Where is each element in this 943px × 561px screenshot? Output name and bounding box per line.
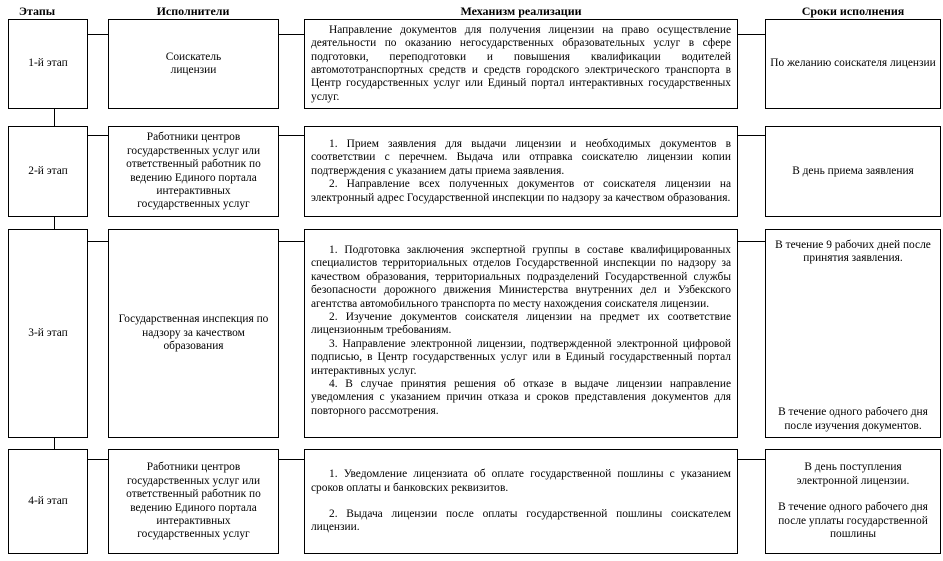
mechanism-item: 4. В случае принятия решения об отказе в выдаче лицензии направление уведомления с указанием причин отказа и сроков представления документов для повторного рассмотрения.: [311, 378, 731, 417]
mechanism-item: 1. Прием заявления для выдачи лицензии и необходимых документов в соответствии с перечнем. Выдача или отправка соискателю лицензии копии подтверждения с указанием даты приема заявления.: [311, 137, 731, 177]
mechanism-box-4: [304, 449, 738, 554]
executor-box-2: [108, 126, 279, 217]
mechanism-box-3: [304, 229, 738, 438]
executor-label: Работники центров государственных услуг или ответственный работник по ведению Единого портала интерактивных государственных услуг: [126, 131, 261, 211]
stage-box-4: [8, 449, 88, 554]
executor-label: Государственная инспекция по надзору за качеством образования: [118, 313, 269, 353]
row3-connector-stage-executor: [87, 241, 109, 242]
executor-box-1: [108, 19, 279, 109]
terms-box-4: [765, 449, 941, 554]
mechanism-item: 3. Направление электронной лицензии, подтвержденной электронной цифровой подписью, в Центр государственных услуг или в Единый государственный портал интерактивных услуг.: [311, 337, 731, 377]
row2-connector-executor-mechanism: [278, 135, 305, 136]
stage-label: 2-й этап: [28, 164, 68, 177]
executor-label: Соискатель лицензии: [165, 50, 222, 76]
stage-box-2: [8, 126, 88, 217]
stage-connector-2-3: [54, 216, 55, 230]
mechanism-item: 2. Выдача лицензии после оплаты государственной пошлины соискателем лицензии.: [311, 508, 731, 534]
row1-connector-executor-mechanism: [278, 34, 305, 35]
mechanism-item: 2. Направление всех полученных документов от соискателя лицензии на электронный адрес Государственной инспекции по надзору за качеством образования.: [311, 178, 731, 204]
row1-connector-stage-executor: [87, 34, 109, 35]
row3-connector-mechanism-terms: [737, 241, 766, 242]
mechanism-box-1: [304, 19, 738, 109]
header-stages: Этапы: [18, 4, 56, 18]
terms-item: В течение 9 рабочих дней после принятия заявления.: [775, 239, 931, 265]
mechanism-item: 1. Подготовка заключения экспертной группы в составе квалифицированных специалистов территориальных отделов Государственной инспекции по надзору за качеством образования, территориальных подразделений Государственной службы безопасности дорожного движения Министерства внутренних дел и Узбекского агентства автомобильного транспорта по месту нахождения соискателя лицензии.: [311, 244, 731, 310]
header-terms: Сроки исполнения: [801, 4, 905, 18]
row4-connector-stage-executor: [87, 459, 109, 460]
executor-box-4: [108, 449, 279, 554]
mechanism-item: Направление документов для получения лицензии на право осуществление деятельности по оказанию негосударственных образовательных услуг в сфере подготовки, переподготовки и повышения квалификации водителей автомототранспортных средств и средств городского электрического транспорта в Центр государственных услуг или Единый портал интерактивных государственных услуг.: [311, 23, 731, 103]
header-executors: Исполнители: [156, 4, 230, 18]
stage-label: 3-й этап: [28, 326, 68, 339]
header-mechanism: Механизм реализации: [460, 4, 582, 18]
row3-connector-executor-mechanism: [278, 241, 305, 242]
row1-connector-mechanism-terms: [737, 34, 766, 35]
terms-box-2: [765, 126, 941, 217]
terms-item: В день приема заявления: [792, 164, 914, 177]
stage-box-3: [8, 229, 88, 438]
stage-connector-1-2: [54, 108, 55, 127]
stage-label: 4-й этап: [28, 494, 68, 507]
mechanism-item: 1. Уведомление лицензиата об оплате государственной пошлины с указанием сроков оплаты и банковских реквизитов.: [311, 468, 731, 494]
executor-label: Работники центров государственных услуг или ответственный работник по ведению Единого портала интерактивных государственных услуг: [126, 461, 261, 541]
terms-box-3: [765, 229, 941, 438]
terms-box-1: [765, 19, 941, 109]
stage-label: 1-й этап: [28, 57, 68, 70]
terms-item: В течение одного рабочего дня после изучения документов.: [778, 406, 928, 432]
row4-connector-mechanism-terms: [737, 459, 766, 460]
stage-box-1: [8, 19, 88, 109]
mechanism-item: 2. Изучение документов соискателя лицензии на предмет их соответствие лицензионным требованиям.: [311, 311, 731, 337]
mechanism-box-2: [304, 126, 738, 217]
executor-box-3: [108, 229, 279, 438]
row2-connector-stage-executor: [87, 135, 109, 136]
terms-item: По желанию соискателя лицензии: [770, 57, 936, 70]
terms-item: В течение одного рабочего дня после уплаты государственной пошлины: [778, 501, 928, 541]
terms-item: В день поступления электронной лицензии.: [796, 461, 910, 487]
row4-connector-executor-mechanism: [278, 459, 305, 460]
row2-connector-mechanism-terms: [737, 135, 766, 136]
